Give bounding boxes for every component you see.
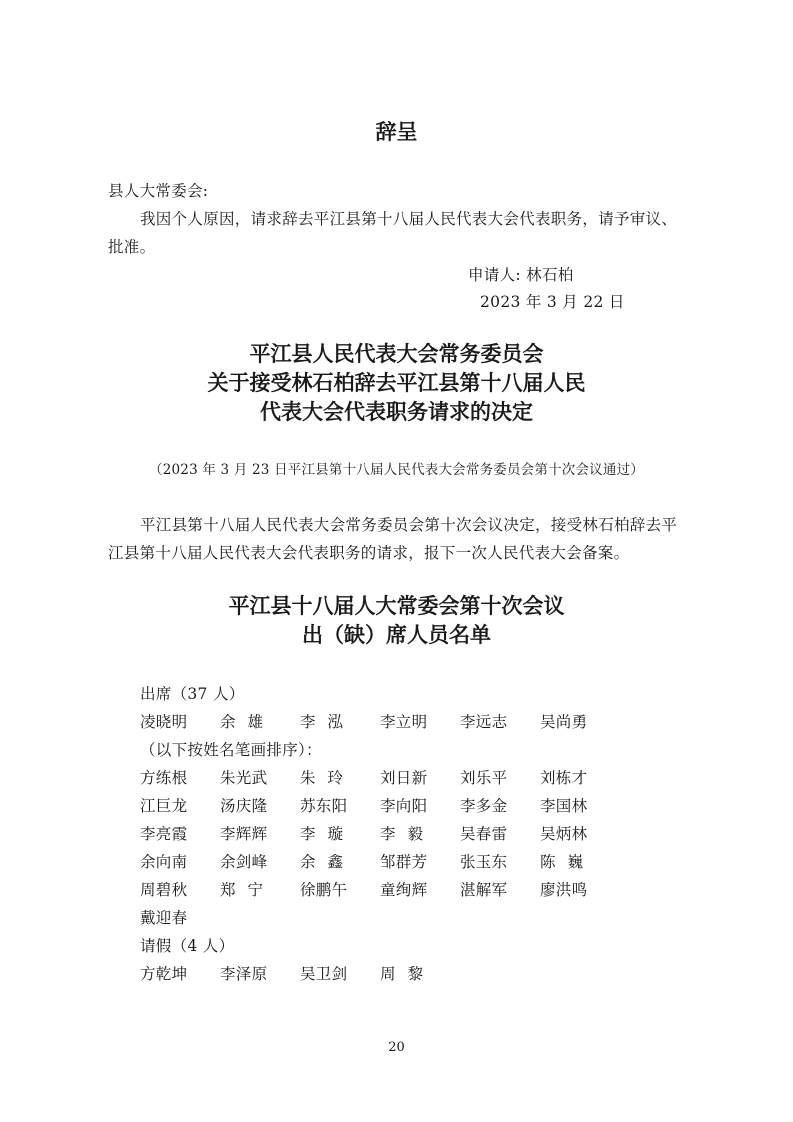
decision-title bbox=[0, 340, 793, 427]
attendee-name: 刘日新 bbox=[380, 769, 428, 787]
resignation-title: 辞呈 bbox=[375, 120, 418, 144]
attendee-name: 李立明 bbox=[380, 713, 428, 731]
attendee-name: 徐鹏午 bbox=[300, 881, 348, 899]
absentee-name: 李泽原 bbox=[220, 965, 268, 983]
attendee-name: 吴尚勇 bbox=[540, 713, 588, 731]
attendee-name: 周碧秋 bbox=[140, 881, 188, 899]
page-number: 20 bbox=[388, 1040, 405, 1055]
attendee-name: 李毅 bbox=[380, 825, 436, 843]
decision-body-line-2: 江县第十八届人民代表大会代表职务的请求，报下一次人民代表大会备案。 bbox=[108, 544, 630, 562]
attendance-title-line-2: 出（缺）席人员名单 bbox=[302, 623, 491, 647]
attendee-name: 李亮霞 bbox=[140, 825, 188, 843]
attendance-title-line-1: 平江县十八届人大常委会第十次会议 bbox=[228, 594, 565, 618]
attendee-name: 李远志 bbox=[460, 713, 508, 731]
absentee-name: 吴卫剑 bbox=[300, 965, 348, 983]
resignation-applicant: 申请人: 林石柏 bbox=[468, 266, 574, 284]
attendance-title bbox=[0, 592, 793, 650]
attendee-name: 李国林 bbox=[540, 797, 588, 815]
attendee-name: 刘乐平 bbox=[460, 769, 508, 787]
attendee-name: 李向阳 bbox=[380, 797, 428, 815]
attendee-name: 李多金 bbox=[460, 797, 508, 815]
attendee-name: 朱光武 bbox=[220, 769, 268, 787]
attendee-name: 张玉东 bbox=[460, 853, 508, 871]
resignation-date: 2023 年 3 月 22 日 bbox=[480, 293, 625, 311]
attendee-name: 余向南 bbox=[140, 853, 188, 871]
absentee-name: 周黎 bbox=[380, 965, 436, 983]
decision-body-line-1: 平江县第十八届人民代表大会常务委员会第十次会议决定，接受林石柏辞去平 bbox=[140, 516, 678, 534]
attendee-name: 李璇 bbox=[300, 825, 356, 843]
attendee-name: 江巨龙 bbox=[140, 797, 188, 815]
attendee-name: 邹群芳 bbox=[380, 853, 428, 871]
stroke-order-note: （以下按姓名笔画排序）： bbox=[140, 741, 322, 759]
attendee-name: 戴迎春 bbox=[140, 909, 188, 927]
leave-label: 请假（4 人） bbox=[140, 937, 235, 955]
attendee-name: 郑宁 bbox=[220, 881, 276, 899]
decision-adoption-note: （2023 年 3 月 23 日平江县第十八届人民代表大会常务委员会第十次会议通过） bbox=[149, 462, 644, 478]
resignation-addressee: 县人大常委会: bbox=[108, 182, 209, 200]
attendee-name: 吴春雷 bbox=[460, 825, 508, 843]
attendee-name: 李辉辉 bbox=[220, 825, 268, 843]
attendee-name: 陈巍 bbox=[540, 853, 596, 871]
attendee-name: 湛解军 bbox=[460, 881, 508, 899]
attendee-name: 方练根 bbox=[140, 769, 188, 787]
attendee-name: 凌晓明 bbox=[140, 713, 188, 731]
present-label: 出席（37 人） bbox=[140, 685, 245, 703]
attendee-name: 苏东阳 bbox=[300, 797, 348, 815]
attendee-name: 余鑫 bbox=[300, 853, 356, 871]
attendee-name: 李泓 bbox=[300, 713, 356, 731]
attendee-name: 刘栋才 bbox=[540, 769, 588, 787]
attendee-name: 童绚辉 bbox=[380, 881, 428, 899]
decision-title-line-2: 关于接受林石柏辞去平江县第十八届人民 bbox=[207, 371, 586, 395]
resignation-body-line-2: 批准。 bbox=[108, 238, 156, 256]
attendee-name: 廖洪鸣 bbox=[540, 881, 588, 899]
attendee-name: 余剑峰 bbox=[220, 853, 268, 871]
attendee-name: 朱玲 bbox=[300, 769, 356, 787]
decision-title-line-1: 平江县人民代表大会常务委员会 bbox=[249, 342, 544, 366]
attendee-name: 吴炳林 bbox=[540, 825, 588, 843]
attendee-name: 余雄 bbox=[220, 713, 276, 731]
decision-title-line-3: 代表大会代表职务请求的决定 bbox=[260, 400, 533, 424]
attendee-name: 汤庆隆 bbox=[220, 797, 268, 815]
resignation-body-line-1: 我因个人原因，请求辞去平江县第十八届人民代表大会代表职务，请予审议、 bbox=[140, 210, 678, 228]
absentee-name: 方乾坤 bbox=[140, 965, 188, 983]
